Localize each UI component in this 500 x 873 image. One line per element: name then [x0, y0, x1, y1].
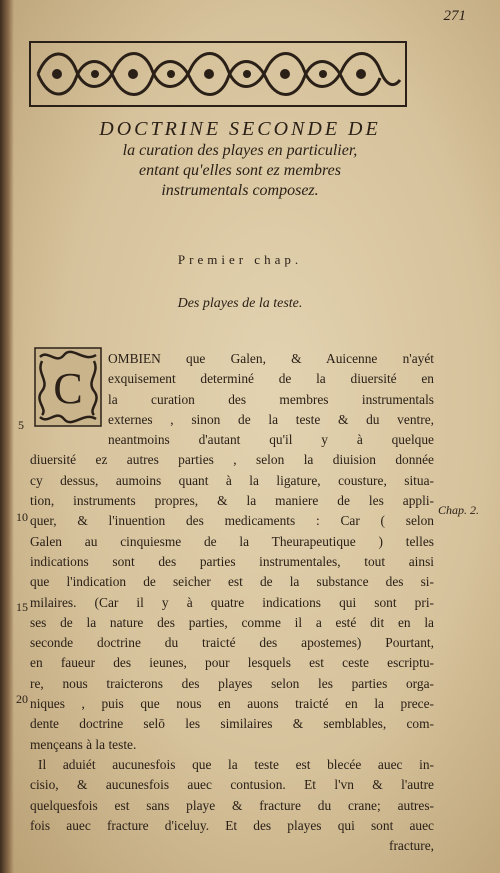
- ornamental-headpiece: [28, 40, 408, 108]
- margin-line-number: 15: [16, 600, 28, 614]
- text-line: quelquesfois est sans playe & fracture du crane; autres-: [30, 797, 434, 813]
- margin-line-number: 5: [18, 418, 24, 432]
- text-line: cisio, & aucunesfois auec contusion. Et l'vn & l'autre: [30, 777, 434, 793]
- heading-line-4: instrumentals composez.: [161, 182, 319, 199]
- margin-line-number: 10: [16, 510, 28, 524]
- text-line: re, nous traicterons des playes selon les parties orga-: [30, 675, 434, 691]
- text-line: en faueur des ieunes, pour lesquels est ceste escriptu-: [30, 655, 434, 671]
- text-line: diuersité ez autres parties , selon la diuision donnée: [30, 452, 434, 468]
- page-number: 271: [443, 8, 466, 24]
- heading-line-2: la curation des playes en particulier,: [122, 142, 358, 159]
- text-line: que l'indication de seicher est de la substance des si-: [30, 574, 434, 590]
- text-line: dente doctrine selō les similaires & semblables, com-: [30, 716, 434, 732]
- margin-note: Chap. 2.: [438, 503, 480, 517]
- section-heading: [30, 118, 450, 201]
- text-line: fois auec fracture d'iceluy. Et des playes qui sont auec: [30, 817, 434, 833]
- text-line: externes , sinon de la teste & du ventre,: [108, 411, 434, 427]
- text-line: quer, & l'inuention des medicaments : Car ( selon: [30, 513, 434, 529]
- text-line: milaires. (Car il y à quatre indications qui sont pri-: [30, 594, 434, 610]
- text-line: cy dessus, aumoins quant à la ligature, cousture, situa-: [30, 472, 434, 488]
- heading-line-3: entant qu'elles sont ez membres: [139, 162, 341, 179]
- page-gutter: [0, 0, 14, 873]
- heading-line-1: DOCTRINE SECONDE DE: [99, 118, 381, 140]
- body-text: [30, 349, 434, 856]
- text-line: seconde doctrine du traicté des apostemes) Pourtant,: [30, 635, 434, 651]
- text-line: niques , puis que nous en auons traicté en la prece-: [30, 696, 434, 712]
- text-line: la curation des membres instrumentals: [108, 391, 434, 407]
- text-line: ses de la nature des parties, comme il a esté dit en la: [30, 614, 434, 630]
- text-line: neantmoins d'autant qu'il y à quelque: [108, 432, 434, 448]
- text-line: Il aduiét aucunesfois que la teste est blecée auec in-: [38, 756, 434, 772]
- text-line: tion, instruments propres, & la maniere de les appli-: [30, 493, 434, 509]
- chapter-title: Premier chap.: [177, 252, 303, 267]
- chapter-subtitle: Des playes de la teste.: [177, 296, 303, 311]
- drop-cap-letter: C: [53, 364, 83, 413]
- text-line: exquisement determiné de la diuersité en: [108, 371, 434, 387]
- text-line: mençeans à la teste.: [30, 736, 137, 752]
- text-line: indications sont des parties instrumentales, tout ainsi: [30, 553, 434, 569]
- text-line: OMBIEN que Galen, & Auicenne n'ayét: [108, 351, 434, 366]
- text-line: Galen au cinquiesme de la Theurapeutique ) telles: [30, 533, 434, 549]
- margin-line-number: 20: [16, 692, 28, 706]
- text-line: fracture,: [389, 838, 434, 854]
